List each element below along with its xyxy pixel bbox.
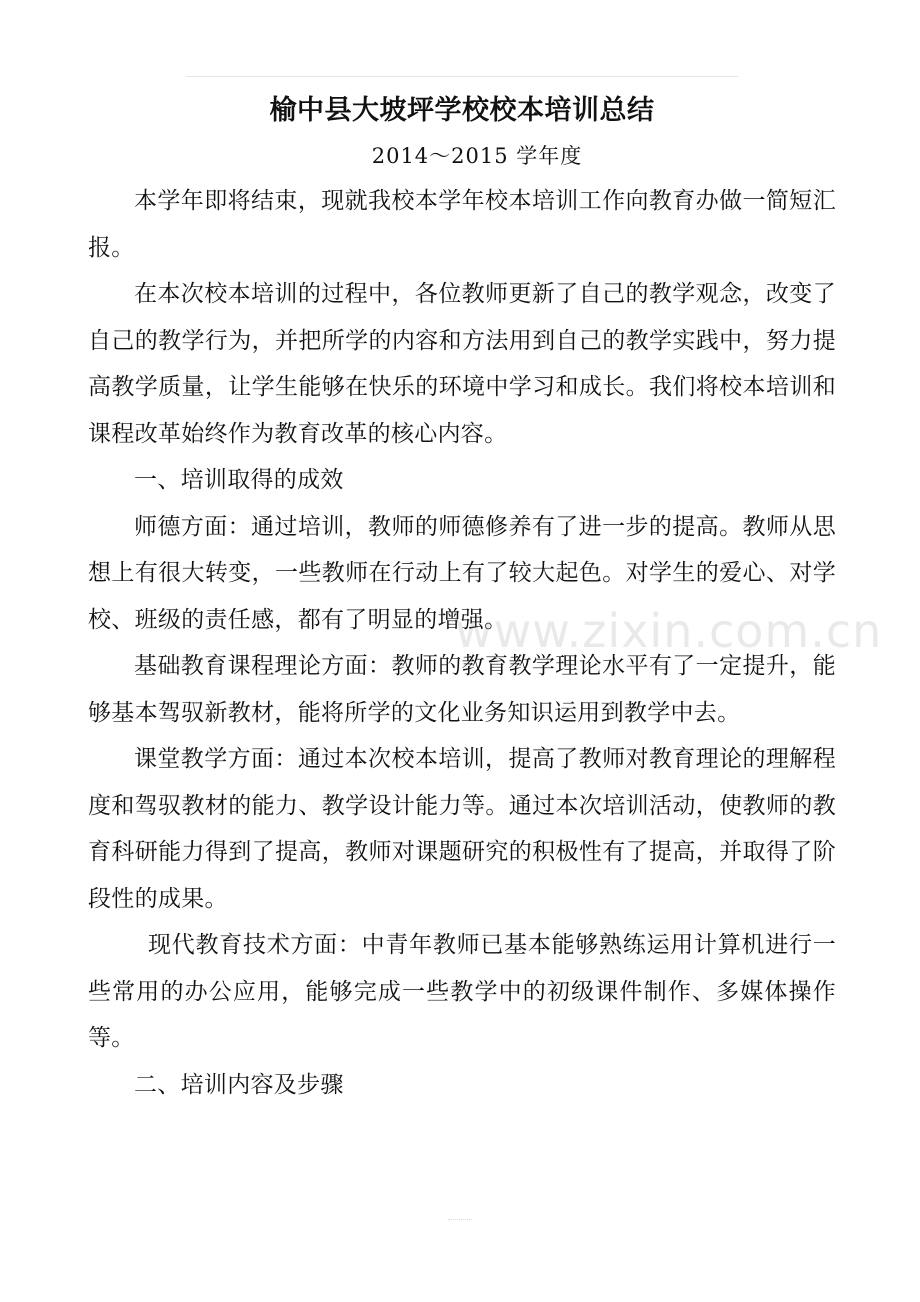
paragraph-ethics: 师德方面：通过培训，教师的师德修养有了进一步的提高。教师从思想上有很大转变，一些教师在行动上有了较大起色。对学生的爱心、对学校、班级的责任感，都有了明显的增强。	[88, 513, 836, 633]
section-heading-content-steps: 二、培训内容及步骤	[134, 1071, 344, 1098]
intro-paragraph: 本学年即将结束，现就我校本学年校本培训工作向教育办做一简短汇报。	[88, 188, 836, 261]
document-title: 榆中县大坡坪学校校本培训总结	[269, 95, 655, 126]
academic-year: 2014～2015 学年度	[371, 144, 583, 168]
section-heading-results: 一、培训取得的成效	[134, 467, 344, 493]
footer-mark	[448, 1219, 472, 1220]
paragraph-education-technology: 现代教育技术方面：中青年教师已基本能够熟练运用计算机进行一些常用的办公应用，能够完成一些教学中的初级课件制作、多媒体操作等。	[88, 932, 836, 1051]
paragraph-classroom-teaching: 课堂教学方面：通过本次校本培训，提高了教师对教育理论的理解程度和驾驭教材的能力、教学设计能力等。通过本次培训活动，使教师的教育科研能力得到了提高，教师对课题研究的积极性有了提高，并取得了阶段性的成果。	[88, 746, 836, 912]
header-rule	[186, 76, 738, 77]
paragraph-curriculum-theory: 基础教育课程理论方面：教师的教育教学理论水平有了一定提升，能够基本驾驭新教材，能将所学的文化业务知识运用到教学中去。	[88, 653, 836, 726]
overview-paragraph: 在本次校本培训的过程中，各位教师更新了自己的教学观念，改变了自己的教学行为，并把所学的内容和方法用到自己的教学实践中，努力提高教学质量，让学生能够在快乐的环境中学习和成长。我们将校本培训和课程改革始终作为教育改革的核心内容。	[88, 281, 836, 447]
document-page	[88, 88, 836, 1108]
watermark: www.zixin.com.cn	[455, 604, 883, 658]
